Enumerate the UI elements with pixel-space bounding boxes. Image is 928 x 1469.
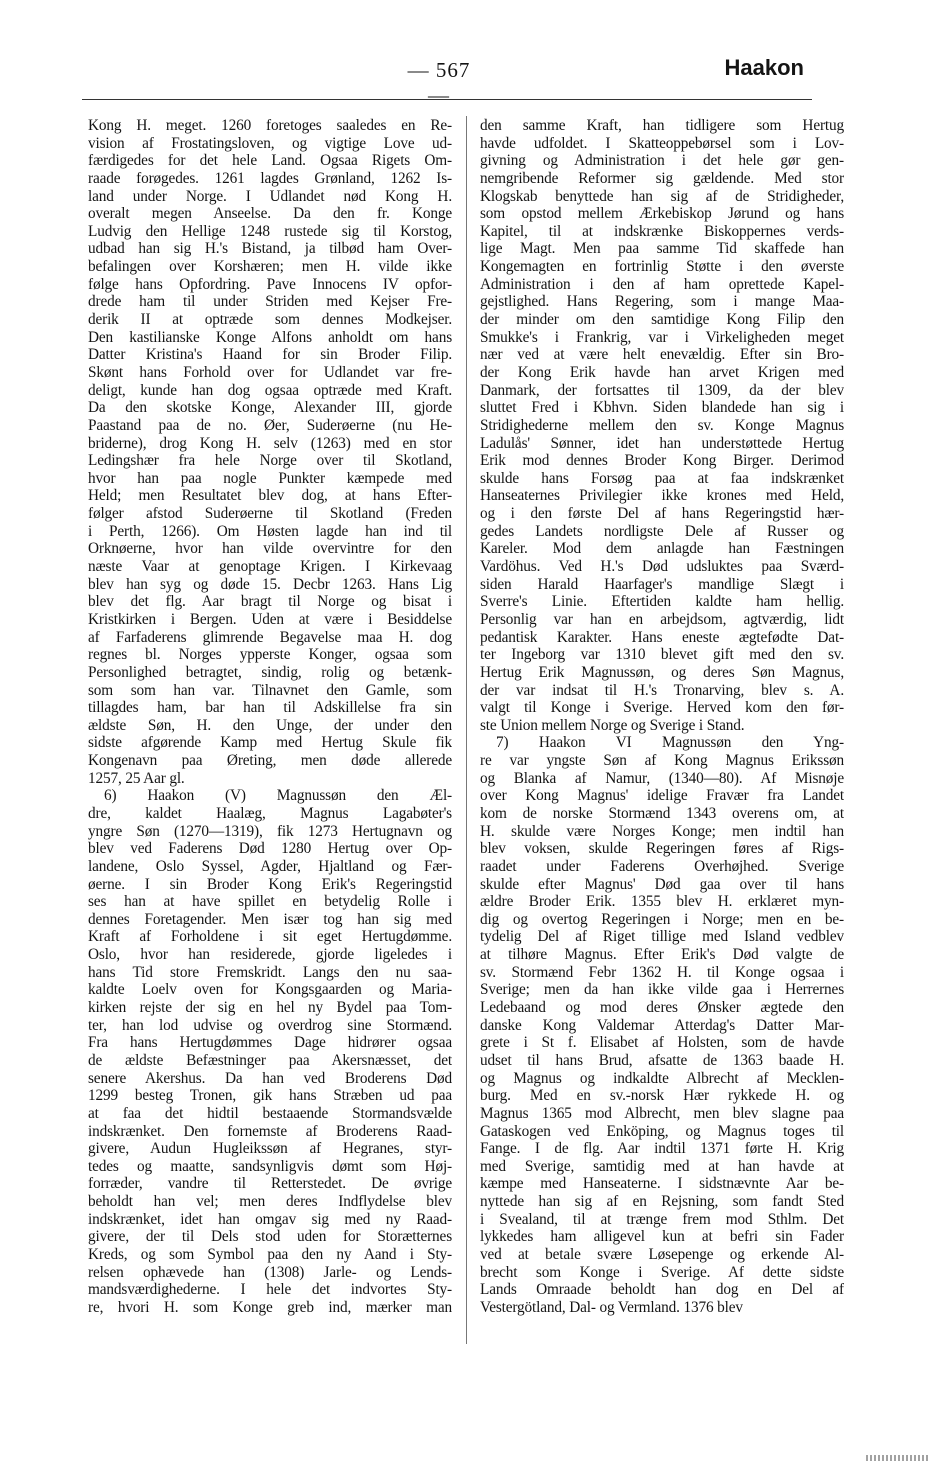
text-line: Fra hans Hertugdømmes Dage hidrører ogsaa	[88, 1034, 452, 1052]
text-line: Datter Kristina's Haand for sin Broder Filip.	[88, 346, 452, 364]
text-line: derik II at optræde som dennes Modkejser.	[88, 311, 452, 329]
text-line: Sverige; men da han ikke vilde gaa i Herrernes	[480, 981, 844, 999]
text-line: briderne), drog Kong H. selv (1263) med en stor	[88, 434, 452, 452]
text-line: kirken rejste der sig en hel ny Bydel paa Tom-	[88, 999, 452, 1017]
text-line: 1257, 25 Aar gl.	[88, 769, 185, 787]
text-line: Kongemagten en fortrinlig Støtte i den øverste	[480, 258, 844, 276]
text-line: landene, Oslo Syssel, Agder, Hjaltland og Fær-	[88, 857, 452, 875]
text-line: Kareler. Mod dem anlagde han Fæstningen	[480, 540, 844, 558]
text-line: deligt, kunde han dog ogsaa optræde med Kraft.	[88, 381, 452, 399]
text-line: tedes og maatte, sandsynligvis dømt som Høj-	[88, 1157, 452, 1175]
text-line: kaldte Loelv oven for Kongsgaarden og Maria-	[88, 981, 452, 999]
text-line: Oslo, hvor han residerede, gjorde ligeledes i	[88, 946, 452, 964]
text-line: forræder, vandre til Retterstedet. De øvrige	[88, 1175, 452, 1193]
text-line: i Svealand, til at trænge frem mod Sthlm. Det	[480, 1210, 844, 1228]
text-line: danske Kong Valdemar Atterdag's Datter Mar-	[480, 1016, 844, 1034]
text-line: udset til hans Brud, afsatte de 1363 baade H.	[480, 1051, 844, 1069]
text-line: re var yngste Søn af Kong Magnus Erikssøn	[480, 752, 844, 770]
text-line: følge hans Opfordring. Pave Innocens IV opfor-	[88, 275, 452, 293]
text-line: givere, Audun Hugleikssøn af Hegranes, styr-	[88, 1140, 452, 1158]
text-line: og Blanka af Namur, (1340—80). Af Misnøje	[480, 769, 844, 787]
text-line: Lands Omraade beholdt han dog en Del af	[480, 1281, 844, 1299]
text-line: blev det flg. Aar bragt til Norge og bisat i	[88, 593, 452, 611]
text-line: land under Norge. I Udlandet nød Kong H.	[88, 187, 452, 205]
running-head: Haakon	[724, 55, 804, 80]
text-line: Da den skotske Konge, Alexander III, gjorde	[88, 399, 452, 417]
text-line: Sverre's Linie. Eftertiden kaldte ham hellig.	[480, 593, 844, 611]
text-line: Kong H. meget. 1260 foretoges saaledes en Re-	[88, 117, 452, 134]
text-line: nær ved at være helt enevældig. Efter sin Bro-	[480, 346, 844, 364]
text-line: 7) Haakon VI Magnussøn den Yng-	[496, 734, 844, 752]
text-line: gejstlighed. Hans Regering, som i mange Maa-	[480, 293, 844, 311]
text-line: givere, der til Dels stod uden for Storætternes	[88, 1228, 452, 1246]
text-line: der var indsat til H.'s Tronarving, blev s. A.	[480, 681, 844, 699]
text-line: Personlig var han en arbejdsom, agtværdig, lidt	[480, 610, 844, 628]
text-line: gedes Landets nordligste Dele af Russer og	[480, 522, 844, 540]
text-line: af Farfaderens glimrende Begavelse maa H. dog	[88, 628, 452, 646]
text-line: Klogskab benyttede han sig af de Stridigheder,	[480, 187, 844, 205]
text-line: ældste Søn, H. den Unge, der under den	[88, 716, 452, 734]
text-line: ved at betale svære Løsepenge og erkende Al-	[480, 1246, 844, 1263]
text-line: relsen ophævede han (1308) Jarle- og Lends-	[88, 1263, 452, 1281]
text-line: nemgribende Reformer sig gældende. Med stor	[480, 169, 844, 187]
text-line: og Magnus og indkaldte Albrecht af Mecklen-	[480, 1069, 844, 1087]
text-line: Ledingshær fra hele Norge over til Skotland,	[88, 452, 452, 470]
text-line: blev han syg og døde 15. Decbr 1263. Hans Lig	[88, 575, 452, 593]
text-line: tillagdes ham, bar han til Adskillelse fra sin	[88, 699, 452, 717]
text-line: sv. Stormænd Febr 1362 H. til Konge ogsaa i	[480, 963, 844, 981]
text-line: at tilhøre Magnus. Efter Erik's Død valgte de	[480, 946, 844, 964]
text-line: Orknøerne, hvor han vilde overvintre for den	[88, 540, 452, 558]
text-line: Stridighederne mellem den sv. Konge Magnus	[480, 416, 844, 434]
text-line: øerne. I sin Broder Kong Erik's Regeringstid	[88, 875, 452, 893]
page-number: — 567 —	[407, 58, 471, 107]
text-line: dennes Foretagender. Men især tog han sig med	[88, 910, 452, 928]
text-line: Hertug Erik Magnussøn, og deres Søn Magnus,	[480, 663, 844, 681]
text-line: at faa det hidtil bestaaende Stormandsvælde	[88, 1104, 452, 1122]
text-line: Vardöhus. Ved H.'s Død udsluktes paa Sværd-	[480, 558, 844, 576]
text-line: over Kong Magnus' idelige Fravær fra Landet	[480, 787, 844, 805]
left-text-column	[88, 117, 452, 1317]
text-line: sidste afgørende Kamp med Hertug Skule fik	[88, 734, 452, 752]
text-line: yngre Søn (1270—1319), fik 1273 Hertugnavn og	[88, 822, 452, 840]
column-divider	[466, 116, 467, 1344]
text-line: 1299 besteg Tronen, gik hans Stræben ud paa	[88, 1087, 452, 1105]
text-line: lykkedes ham alligevel kun at befri sin Fader	[480, 1228, 844, 1246]
text-line: pedantisk Karakter. Hans eneste ægtefødte Dat-	[480, 628, 844, 646]
text-line: Kraft af Forholdene i sit eget Hertugdømme.	[88, 928, 452, 946]
text-line: blev voksen, skulde Regeringen føres af Rigs-	[480, 840, 844, 858]
text-line: den samme Kraft, han tidligere som Hertug	[480, 117, 844, 134]
text-line: Magnus 1365 mod Albrecht, men blev slagne paa	[480, 1104, 844, 1122]
text-line: hans Tid store Fremskridt. Langs den nu saa-	[88, 963, 452, 981]
text-line: der minder om den samtidige Kong Filip den	[480, 311, 844, 329]
text-line: Paastand paa de no. Øer, Suderøerne (nu He-	[88, 416, 452, 434]
text-line: regnes bl. Norges ypperste Konger, ogsaa som	[88, 646, 452, 664]
right-text-column	[480, 117, 844, 1317]
text-line: der Kong Erik havde han arvet Krigen med	[480, 363, 844, 381]
text-line: Kristkirken i Bergen. Uden at være i Besiddelse	[88, 610, 452, 628]
text-line: tydelig Del af Riget tillige med Island vedblev	[480, 928, 844, 946]
text-line: ter Ingeborg var 1310 blevet gift med den sv.	[480, 646, 844, 664]
text-line: raadet under Faderens Overhøjhed. Sverige	[480, 857, 844, 875]
text-line: Hanseaternes Privilegier ikke krones med Held,	[480, 487, 844, 505]
text-line: ste Union mellem Norge og Sverige i Stand.	[480, 716, 745, 734]
text-line: sluttet Fred i Kbhvn. Siden blandede han sig i	[480, 399, 844, 417]
text-line: Ledebaand og mod deres Ønsker ægtede den	[480, 999, 844, 1017]
text-line: næste Vaar at genoptage Krigen. I Kirkevaag	[88, 558, 452, 576]
text-line: raade forøgedes. 1261 lagdes Grønland, 1262 Is-	[88, 169, 452, 187]
text-line: udbad han sig H.'s Bistand, ja tilbød ham Over-	[88, 240, 452, 258]
text-line: H. skulde være Norges Konge; men indtil han	[480, 822, 844, 840]
text-line: Personlighed betragtet, sindig, rolig og betænk-	[88, 663, 452, 681]
text-line: hvor han paa nogle Punkter kæmpede med	[88, 469, 452, 487]
text-line: ses han at have spillet en betydelig Rolle i	[88, 893, 452, 911]
text-line: Held; men Resultatet blev dog, at hans Efter-	[88, 487, 452, 505]
text-line: befalingen over Korshæren; men H. vilde ikke	[88, 258, 452, 276]
text-line: Ludvig den Hellige 1248 rustede sig til Korstog,	[88, 222, 452, 240]
text-line: Administration i den af ham oprettede Kapel-	[480, 275, 844, 293]
text-line: følger afstod Suderøerne til Skotland (Freden	[88, 505, 452, 523]
text-line: re, hvori H. som Konge greb ind, mærker man	[88, 1298, 452, 1316]
header-rule	[82, 99, 812, 100]
text-line: nyttede han sig af en Rejsning, som fandt Sted	[480, 1193, 844, 1211]
text-line: skulde efter Magnus' Død gaa over til hans	[480, 875, 844, 893]
text-line: Den kastilianske Konge Alfons anholdt om hans	[88, 328, 452, 346]
text-line: som opstod mellem Ærkebiskop Jørund og hans	[480, 205, 844, 223]
text-line: kæmpe med Hanseaterne. I sidstnævnte Aar be-	[480, 1175, 844, 1193]
text-line: Kongenavn paa Øreting, men døde allerede	[88, 752, 452, 770]
text-line: Ladulås' Sønner, idet han understøttede Hertug	[480, 434, 844, 452]
text-line: 6) Haakon (V) Magnussøn den Æl-	[104, 787, 452, 805]
text-line: overalt megen Anseelse. Da den fr. Konge	[88, 205, 452, 223]
text-line: drede ham til under Striden med Kejser Fre-	[88, 293, 452, 311]
text-line: vision af Frostatingsloven, og vigtige Love ud-	[88, 134, 452, 152]
text-line: og i den første Del af hans Regeringstid hær-	[480, 505, 844, 523]
text-line: Gataskogen ved Enköping, og Magnus toges til	[480, 1122, 844, 1140]
text-line: grete i St f. Elisabet af Holsten, som de havde	[480, 1034, 844, 1052]
scan-edge-mark	[866, 1455, 928, 1461]
text-line: Kreds, og som Symbol paa den ny Aand i Sty-	[88, 1246, 452, 1263]
text-line: beholdt han vel; men deres Indflydelse blev	[88, 1193, 452, 1211]
text-line: indskrænket. Den fornemste af Broderens Raad-	[88, 1122, 452, 1140]
text-line: mandsværdighederne. I hele det indvortes Sty-	[88, 1281, 452, 1299]
text-line: valgt til Konge i Sverige. Herved kom den før-	[480, 699, 844, 717]
text-line: ter, han lod udvise og overdrog sine Stormænd.	[88, 1016, 452, 1034]
text-line: burg. Med en sv.-norsk Hær rykkede H. og	[480, 1087, 844, 1105]
text-line: dre, kaldet Haalæg, Magnus Lagabøter's	[88, 804, 452, 822]
text-line: Erik mod dennes Broder Kong Birger. Derimod	[480, 452, 844, 470]
text-line: brecht som Konge i Sverige. Af dette sidste	[480, 1263, 844, 1281]
text-line: lige Magt. Men paa samme Tid skaffede han	[480, 240, 844, 258]
text-line: ældre Broder Erik. 1355 blev H. erklæret myn-	[480, 893, 844, 911]
text-line: havde udfoldet. I Skatteoppebørsel som i Lov-	[480, 134, 844, 152]
text-line: indskrænket, idet han omgav sig med ny Raad-	[88, 1210, 452, 1228]
text-line: blev ved Faderens Død 1280 Hertug over Op-	[88, 840, 452, 858]
text-line: færdigedes for det hele Land. Ogsaa Rigets Om-	[88, 152, 452, 170]
text-line: kom de norske Stormænd 1343 overens om, at	[480, 804, 844, 822]
text-line: skulde hans Forsøg paa at faa indskrænket	[480, 469, 844, 487]
text-line: som som han var. Tilnavnet den Gamle, som	[88, 681, 452, 699]
text-line: de ældste Befæstninger paa Akersnæsset, det	[88, 1051, 452, 1069]
text-line: dig og overtog Regeringen i Norge; men en be-	[480, 910, 844, 928]
text-line: Vestergötland, Dal- og Vermland. 1376 blev	[480, 1298, 743, 1316]
text-line: Danmark, der fortsattes til 1309, da der blev	[480, 381, 844, 399]
text-line: Fange. I de flg. Aar indtil 1371 førte H. Krig	[480, 1140, 844, 1158]
text-line: siden Harald Haarfager's mandlige Slægt i	[480, 575, 844, 593]
text-line: senere Akershus. Da han ved Broderens Død	[88, 1069, 452, 1087]
text-line: givning og Administration i det hele gør gen-	[480, 152, 844, 170]
text-line: med Sverige, samtidig med at han havde at	[480, 1157, 844, 1175]
text-line: Kapitel, til at indskrænke Biskoppernes verds-	[480, 222, 844, 240]
text-line: Smukke's i Frankrig, var i Virkeligheden meget	[480, 328, 844, 346]
text-line: i Perth, 1266). Om Høsten lagde han ind til	[88, 522, 452, 540]
text-line: Skønt hans Forhold over for Udlandet var fre-	[88, 363, 452, 381]
